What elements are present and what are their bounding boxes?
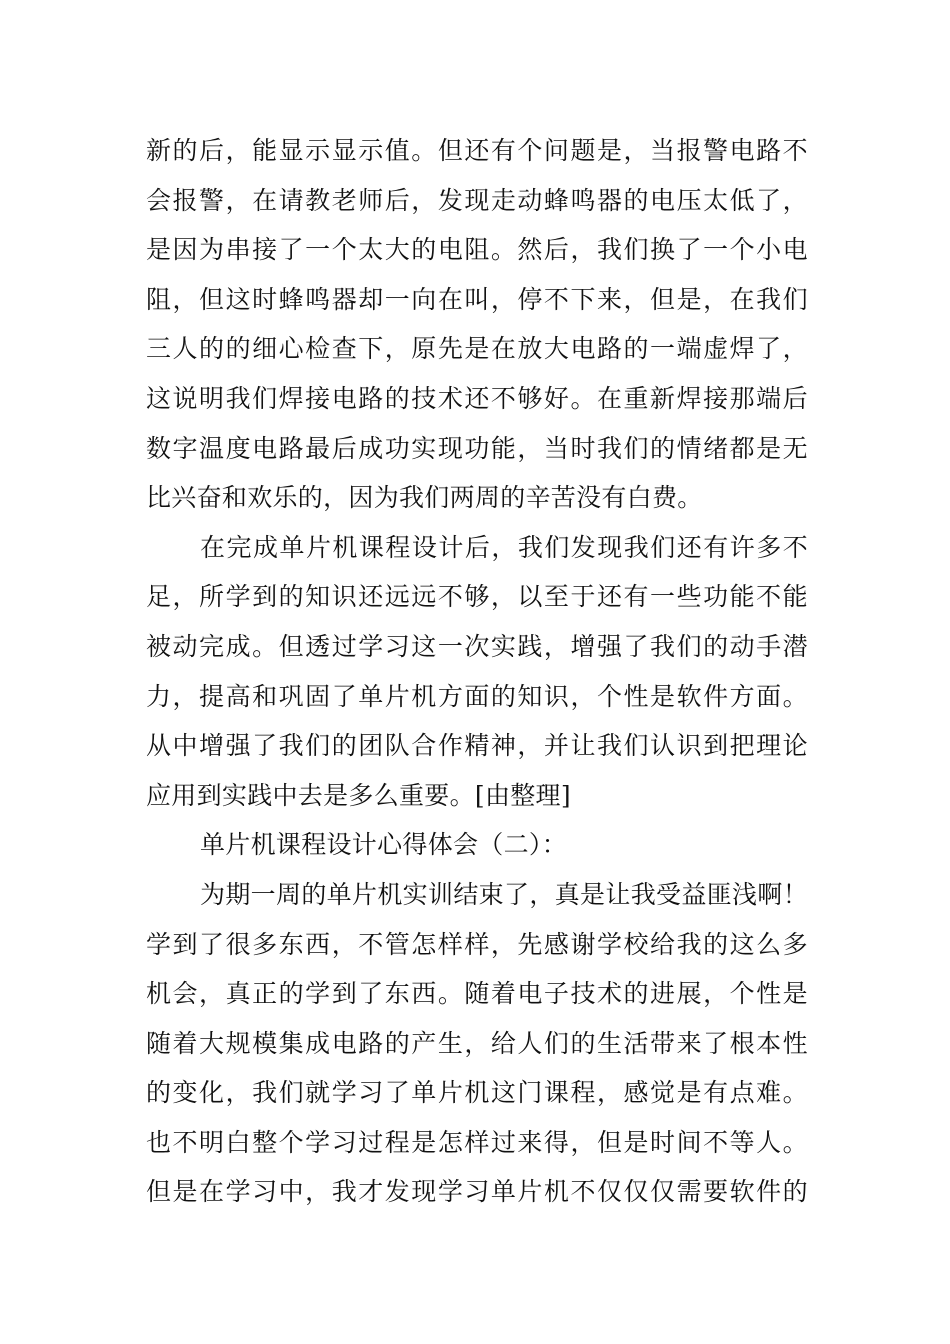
text-line: 学到了很多东西，不管怎样样，先感谢学校给我的这么多 [146,929,808,959]
text-line: 阻，但这时蜂鸣器却一向在叫，停不下来，但是，在我们 [146,284,808,314]
document-body [146,126,808,1217]
text-line: 足，所学到的知识还远远不够，以至于还有一些功能不能 [146,582,808,612]
text-line: 数字温度电路最后成功实现功能，当时我们的情绪都是无 [146,433,808,463]
section-heading: 单片机课程设计心得体会（二）： [200,830,568,860]
text-line: 从中增强了我们的团队合作精神，并让我们认识到把理论 [146,731,808,761]
text-line: 会报警，在请教老师后，发现走动蜂鸣器的电压太低了， [146,185,808,215]
text-line: 机会，真正的学到了东西。随着电子技术的进展，个性是 [146,979,808,1009]
text-line: 被动完成。但透过学习这一次实践，增强了我们的动手潜 [146,631,808,661]
text-line: 这说明我们焊接电路的技术还不够好。在重新焊接那端后 [146,383,808,413]
text-line: 也不明白整个学习过程是怎样过来得，但是时间不等人。 [146,1127,808,1157]
text-line: 三人的的细心检查下，原先是在放大电路的一端虚焊了， [146,334,808,364]
text-line: 随着大规模集成电路的产生，给人们的生活带来了根本性 [146,1028,808,1058]
text-line: 是因为串接了一个太大的电阻。然后，我们换了一个小电 [146,235,808,265]
text-line: 比兴奋和欢乐的，因为我们两周的辛苦没有白费。 [146,483,703,513]
text-line: 力，提高和巩固了单片机方面的知识，个性是软件方面。 [146,681,808,711]
text-line: 为期一周的单片机实训结束了，真是让我受益匪浅啊！ [200,879,808,909]
text-line: 但是在学习中，我才发现学习单片机不仅仅仅需要软件的 [146,1177,808,1207]
text-line: 在完成单片机课程设计后，我们发现我们还有许多不 [200,532,808,562]
text-line: 新的后，能显示显示值。但还有个问题是，当报警电路不 [146,136,808,165]
text-line: 的变化，我们就学习了单片机这门课程，感觉是有点难。 [146,1078,808,1108]
text-line: 应用到实践中去是多么重要。[由整理] [146,780,571,810]
